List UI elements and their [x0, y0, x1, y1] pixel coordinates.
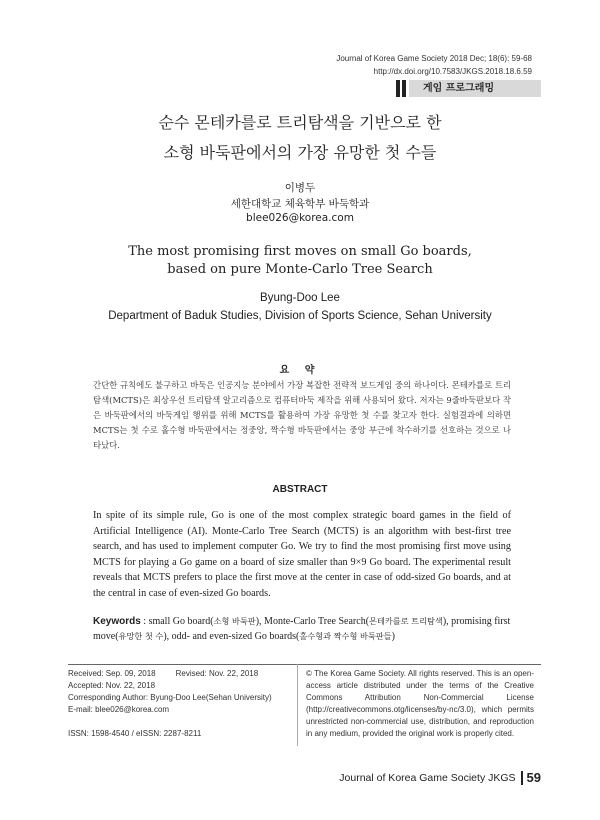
- category-marker: [396, 80, 400, 97]
- title-english-line-2: based on pure Monte-Carlo Tree Search: [167, 262, 433, 277]
- footer-journal-name: Journal of Korea Game Society JKGS: [339, 771, 516, 784]
- revised-date: Revised: Nov. 22, 2018: [175, 669, 259, 678]
- journal-citation: Journal of Korea Game Society 2018 Dec; 18(6): 59-68: [336, 54, 532, 63]
- received-date: Received: Sep. 09, 2018: [68, 669, 156, 678]
- author-name-korean: 이병두: [284, 182, 316, 194]
- accepted-date: Accepted: Nov. 22, 2018: [68, 681, 156, 690]
- keywords-text: ), Monte-Carlo Tree Search(: [255, 616, 370, 627]
- page-footer: [339, 770, 541, 785]
- author-name-english: Byung-Doo Lee: [260, 292, 340, 304]
- keywords-text: : small Go board(: [140, 616, 214, 627]
- article-info: [68, 668, 293, 740]
- page-number: 59: [526, 770, 541, 785]
- keyword-korean: 소형 바둑판: [213, 616, 256, 626]
- title-korean-line-2: 소형 바둑판에서의 가장 유망한 첫 수들: [163, 143, 437, 162]
- license-notice: © The Korea Game Society. All rights reserved. This is an open-access article distributed under the terms of the Creative Commons Attribution Non-Commercial License (http://creativecommons.otg/licenses/by-nc/3.0), which permits unrestricted non-commercial use, distribution, and reproduction in any medium, provided the original work is properly cited.: [306, 669, 534, 738]
- abstract-korean-heading: 요 약: [279, 365, 321, 376]
- journal-doi: http://dx.doi.org/10.7583/JKGS.2018.18.6.59: [373, 67, 532, 76]
- keywords-text: ): [391, 631, 395, 642]
- corresponding-email: E-mail: blee026@korea.com: [68, 705, 170, 714]
- title-korean-line-1: 순수 몬테카를로 트리탐색을 기반으로 한: [158, 113, 442, 132]
- footnote-divider: [68, 664, 541, 665]
- corresponding-author: Corresponding Author: Byung-Doo Lee(Sehan University): [68, 693, 272, 702]
- author-affiliation-english: Department of Baduk Studies, Division of Sports Science, Sehan University: [108, 310, 492, 322]
- keywords-text: ), odd- and even-sized Go boards(: [163, 631, 300, 642]
- title-english-line-1: The most promising first moves on small Go boards,: [128, 244, 472, 259]
- author-affiliation-korean: 세한대학교 체육학부 바둑학과: [230, 198, 370, 210]
- abstract-korean-body: 간단한 규칙에도 불구하고 바둑은 인공지능 분야에서 가장 복잡한 전략적 보드게임 중의 하나이다. 몬테카를로 트리탐색(MCTS)은 최상우선 트리탐색 알고리즘으로 컴퓨터바둑 제작을 위해 사용되어 왔다. 저자는 9줄바둑판보다 작은 바둑판에서의 바둑게임 행위를 위해 MCTS를 활용하여 가장 유망한 첫 수를 찾고자 한다. 실험결과에 의하면 MCTS는 첫 수로 홀수형 바둑판에서는 정중앙, 짝수형 바둑판에서는 중앙 부근에 착수하기를 선호하는 것으로 나타났다.: [93, 380, 511, 450]
- keyword-korean: 홀수형과 짝수형 바둑판들: [299, 631, 392, 641]
- category-bar: [396, 80, 541, 97]
- category-label: 게임 프로그래밍: [409, 80, 541, 97]
- column-divider: [297, 664, 298, 746]
- footer-separator: [521, 771, 523, 785]
- abstract-english-heading: ABSTRACT: [272, 484, 328, 495]
- author-email: blee026@korea.com: [246, 212, 354, 224]
- keyword-korean: 유망한 첫 수: [118, 631, 164, 641]
- keywords-label: Keywords: [93, 616, 141, 627]
- issn: ISSN: 1598-4540 / eISSN: 2287-8211: [68, 729, 202, 738]
- abstract-english-body: In spite of its simple rule, Go is one of the most complex strategic board games in the field of Artificial Intelligence (AI). Monte-Carlo Tree Search (MCTS) is an algorithm with best-first tree search, and has used to implement computer Go. We try to find the most promising first move using MCTS for playing a Go game on a board of size smaller than 9×9 Go board. The experimental result reveals that MCTS prefers to place the first move at the center in case of odd-sized Go boards, and at the central in case of even-sized Go boards.: [93, 510, 511, 599]
- keywords-text: ), promising first move(: [93, 616, 511, 642]
- category-marker: [402, 80, 406, 97]
- received-revised-row: [68, 668, 293, 680]
- keywords: [93, 614, 511, 644]
- keyword-korean: 몬테카를로 트리탐색: [369, 616, 443, 626]
